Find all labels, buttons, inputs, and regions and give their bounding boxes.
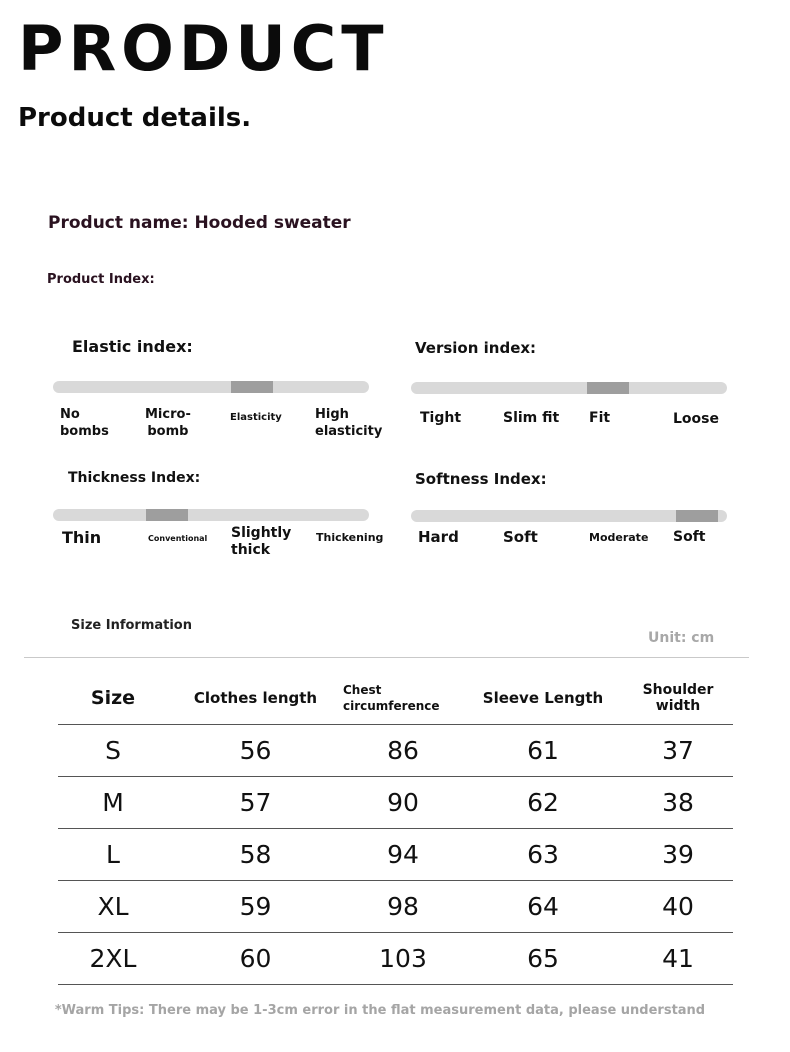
cell-size: XL [58, 881, 168, 933]
softness-label-soft: Soft [503, 528, 538, 546]
table-row [58, 933, 733, 985]
cell-size: S [58, 725, 168, 777]
cell-sleeve: 63 [463, 829, 623, 881]
cell-shoulder: 41 [623, 933, 733, 985]
thickness-label-conventional: Conventional [148, 534, 208, 543]
product-index-heading: Product Index: [47, 272, 155, 287]
elastic-label-micro-bomb: Micro- bomb [145, 407, 191, 439]
elastic-label-elasticity: Elasticity [230, 412, 282, 423]
cell-size: L [58, 829, 168, 881]
column-header-shoulder-width: Shoulder width [623, 672, 733, 725]
table-row [58, 777, 733, 829]
size-information-title: Size Information [71, 618, 192, 633]
cell-chest: 98 [343, 881, 463, 933]
cell-chest: 94 [343, 829, 463, 881]
cell-size: M [58, 777, 168, 829]
version-label-fit: Fit [589, 410, 611, 426]
thickness-index-track [53, 509, 369, 521]
softness-index-marker [676, 510, 718, 522]
cell-clothes-length: 58 [168, 829, 343, 881]
version-index-title: Version index: [415, 339, 537, 357]
cell-chest: 103 [343, 933, 463, 985]
page-title: PRODUCT [18, 12, 389, 85]
cell-sleeve: 62 [463, 777, 623, 829]
cell-chest: 90 [343, 777, 463, 829]
elastic-label-no-bombs: No bombs [60, 407, 109, 439]
elastic-index-title: Elastic index: [72, 337, 193, 356]
elastic-index-marker [231, 381, 273, 393]
softness-label-moderate: Moderate [589, 531, 649, 544]
cell-shoulder: 37 [623, 725, 733, 777]
warm-tips-note: *Warm Tips: There may be 1-3cm error in the flat measurement data, please understand [54, 1003, 706, 1018]
thickness-index-title: Thickness Index: [68, 470, 201, 486]
version-label-tight: Tight [420, 410, 462, 426]
table-row [58, 725, 733, 777]
version-index-marker [587, 382, 629, 394]
table-row [58, 881, 733, 933]
cell-clothes-length: 59 [168, 881, 343, 933]
unit-label: Unit: cm [648, 630, 715, 646]
cell-sleeve: 64 [463, 881, 623, 933]
cell-shoulder: 40 [623, 881, 733, 933]
cell-clothes-length: 57 [168, 777, 343, 829]
version-label-loose: Loose [673, 411, 719, 427]
column-header-size: Size [58, 672, 168, 725]
thickness-label-slightly-thick: Slightly thick [231, 525, 292, 558]
softness-label-soft-2: Soft [673, 529, 706, 545]
cell-shoulder: 39 [623, 829, 733, 881]
page-subtitle: Product details. [18, 103, 252, 133]
elastic-label-high-elasticity: High elasticity [315, 407, 383, 439]
elastic-index-track [53, 381, 369, 393]
softness-label-hard: Hard [418, 528, 459, 546]
cell-clothes-length: 60 [168, 933, 343, 985]
product-name: Product name: Hooded sweater [48, 213, 351, 233]
cell-size: 2XL [58, 933, 168, 985]
softness-index-title: Softness Index: [415, 470, 547, 488]
column-header-chest-circumference: Chest circumference [343, 672, 463, 725]
cell-sleeve: 61 [463, 725, 623, 777]
cell-sleeve: 65 [463, 933, 623, 985]
column-header-clothes-length: Clothes length [168, 672, 343, 725]
cell-chest: 86 [343, 725, 463, 777]
version-label-slim-fit: Slim fit [503, 410, 560, 426]
size-table [58, 672, 733, 985]
column-header-sleeve-length: Sleeve Length [463, 672, 623, 725]
thickness-label-thin: Thin [62, 528, 102, 547]
table-row [58, 829, 733, 881]
softness-index-track [411, 510, 727, 522]
size-table-header [58, 672, 733, 725]
thickness-label-thickening: Thickening [316, 531, 384, 544]
cell-shoulder: 38 [623, 777, 733, 829]
version-index-track [411, 382, 727, 394]
section-divider [24, 657, 749, 658]
thickness-index-marker [146, 509, 188, 521]
cell-clothes-length: 56 [168, 725, 343, 777]
